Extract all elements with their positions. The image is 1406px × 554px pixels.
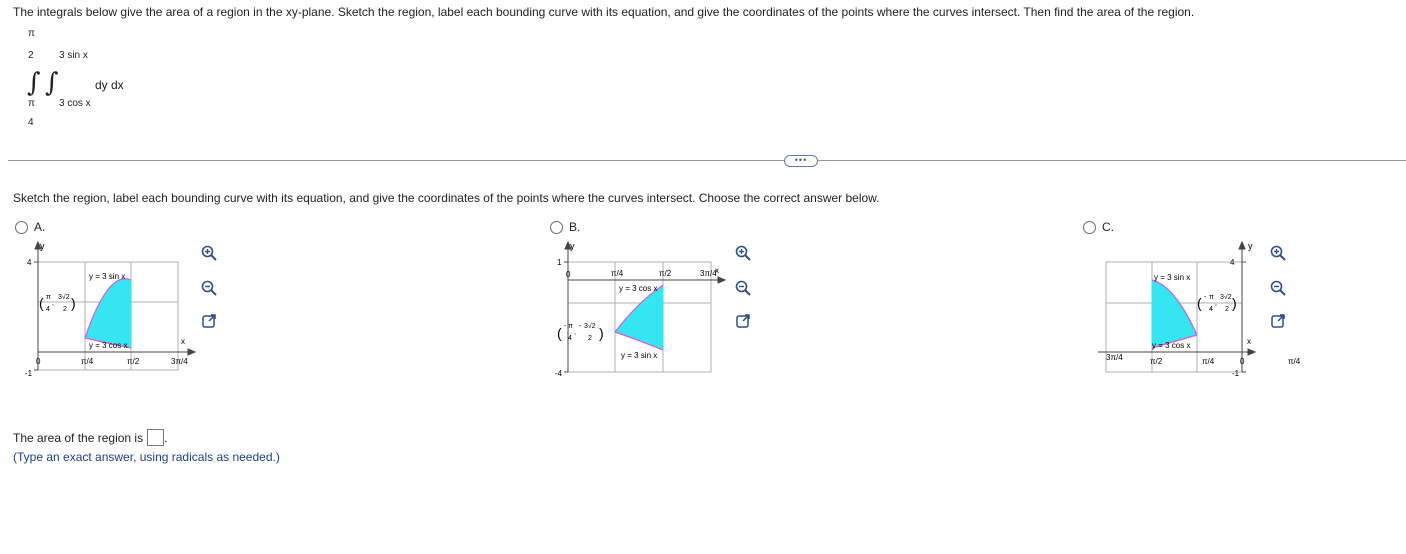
svg-text:2: 2 [1225, 306, 1229, 313]
inner-upper-limit: 3 sin x [59, 50, 88, 61]
inner-lower-limit: 3 cos x [59, 98, 91, 109]
graph-c-tick-4: π/4 [1288, 357, 1301, 366]
option-a[interactable] [15, 220, 45, 234]
svg-text:): ) [1232, 295, 1237, 311]
outer-upper-den: 2 [28, 50, 34, 61]
graph-c-lower-curve: y = 3 cos x [1152, 341, 1191, 350]
svg-text:): ) [71, 295, 76, 311]
graph-a-lower-curve: y = 3 cos x [89, 341, 128, 350]
graph-a-tick-2: π/2 [127, 357, 140, 366]
option-b-label: B. [569, 220, 581, 234]
outer-integral-sign: ∫ [27, 68, 41, 98]
graph-b-y-bottom: -4 [555, 369, 563, 378]
svg-text:(: ( [39, 295, 44, 311]
graph-c-y-bottom: -1 [1232, 369, 1240, 378]
graph-b-tick-2: π/2 [659, 269, 672, 278]
graph-c [1090, 240, 1300, 380]
graph-c-tick-2: π/2 [1150, 357, 1163, 366]
svg-text:-: - [564, 323, 567, 330]
svg-text:(: ( [557, 325, 562, 341]
graph-c-upper-curve: y = 3 sin x [1154, 273, 1191, 282]
graph-c-region [1152, 280, 1197, 348]
graph-c-tick-1: 3π/4 [1106, 353, 1123, 362]
graph-a-tick-3: 3π/4 [171, 357, 188, 366]
double-integral [25, 28, 145, 138]
option-c-label: C. [1102, 220, 1114, 234]
area-answer-input[interactable] [147, 429, 164, 446]
graph-b-lower-curve: y = 3 sin x [621, 351, 658, 360]
svg-text:3√2: 3√2 [584, 323, 596, 330]
svg-text:4: 4 [46, 306, 50, 313]
inner-integral-sign: ∫ [45, 68, 59, 98]
graph-a-upper-curve: y = 3 sin x [89, 272, 126, 281]
graph-b-axis-y: y [570, 241, 575, 251]
graph-c-y-top: 4 [1230, 258, 1235, 267]
graph-a-y-top: 4 [27, 258, 32, 267]
zoom-in-icon[interactable] [1270, 245, 1286, 261]
option-a-label: A. [34, 220, 46, 234]
popout-icon[interactable] [1270, 313, 1286, 329]
graph-c-tick-3: π/4 [1202, 357, 1215, 366]
svg-text:): ) [599, 325, 604, 341]
graph-c-origin: 0 [1240, 357, 1245, 366]
svg-text:2: 2 [588, 335, 592, 342]
svg-text:π: π [568, 323, 573, 330]
option-c[interactable] [1083, 220, 1114, 234]
area-prefix: The area of the region is [13, 430, 144, 445]
svg-text:3√2: 3√2 [1220, 294, 1232, 301]
svg-text:(: ( [1197, 295, 1202, 311]
graph-a-y-bottom: -1 [25, 369, 33, 378]
graph-c-axis-x: x [1247, 337, 1251, 346]
svg-text:π: π [1209, 294, 1214, 301]
graph-b-svg [555, 240, 730, 380]
graph-b-origin: 0 [566, 270, 571, 279]
svg-text:-: - [579, 323, 582, 330]
svg-text:,: , [574, 329, 576, 336]
graph-a-svg [25, 240, 200, 380]
svg-text:3√2: 3√2 [58, 294, 70, 301]
question-text: The integrals below give the area of a region in the xy-plane. Sketch the region, label each bounding curve with its equation, and give the coordinates of the points where the curves intersect. Then find the area of the region. [13, 5, 1195, 19]
graph-b-upper-curve: y = 3 cos x [619, 284, 658, 293]
graph-b [555, 240, 730, 380]
option-b-radio[interactable] [550, 221, 563, 234]
graph-a-point-label [39, 293, 76, 313]
zoom-out-icon[interactable] [1270, 280, 1286, 296]
divider [8, 160, 1406, 161]
graph-b-point-label [557, 322, 604, 342]
graph-c-axis-y: y [1248, 241, 1253, 251]
zoom-in-icon[interactable] [201, 245, 217, 261]
integrand: dy dx [95, 78, 124, 92]
prompt-text: Sketch the region, label each bounding curve with its equation, and give the coordinates of the points where the curves intersect. Choose the correct answer below. [13, 191, 880, 205]
outer-lower-den: 4 [28, 117, 34, 128]
svg-text:,: , [1215, 300, 1217, 307]
outer-lower-num: π [28, 98, 35, 109]
svg-text:4: 4 [1209, 306, 1213, 313]
graph-c-svg [1090, 240, 1300, 380]
popout-icon[interactable] [735, 313, 751, 329]
option-c-radio[interactable] [1083, 221, 1096, 234]
popout-icon[interactable] [201, 313, 217, 329]
option-a-radio[interactable] [15, 221, 28, 234]
outer-upper-num: π [28, 28, 35, 39]
svg-text:4: 4 [568, 335, 572, 342]
graph-b-tick-1: π/4 [611, 269, 624, 278]
area-answer-line [13, 429, 167, 446]
more-button[interactable]: ••• [784, 155, 818, 167]
zoom-in-icon[interactable] [735, 245, 751, 261]
graph-b-y-top: 1 [557, 258, 562, 267]
zoom-out-icon[interactable] [735, 280, 751, 296]
option-b[interactable] [550, 220, 580, 234]
answer-hint: (Type an exact answer, using radicals as needed.) [13, 450, 280, 464]
graph-a-tick-1: π/4 [81, 357, 94, 366]
graph-a-axis-x: x [181, 337, 185, 346]
graph-a-origin: 0 [36, 357, 41, 366]
graph-b-axis-x: x [715, 266, 719, 275]
graph-a-axis-y: y [40, 241, 45, 251]
graph-a [25, 240, 200, 380]
area-period: . [164, 430, 168, 445]
svg-text:,: , [52, 300, 54, 307]
zoom-out-icon[interactable] [201, 280, 217, 296]
svg-text:-: - [1204, 294, 1207, 301]
svg-text:π: π [46, 294, 51, 301]
svg-text:2: 2 [63, 306, 67, 313]
graph-b-tick-3: 3π/4 [700, 269, 717, 278]
